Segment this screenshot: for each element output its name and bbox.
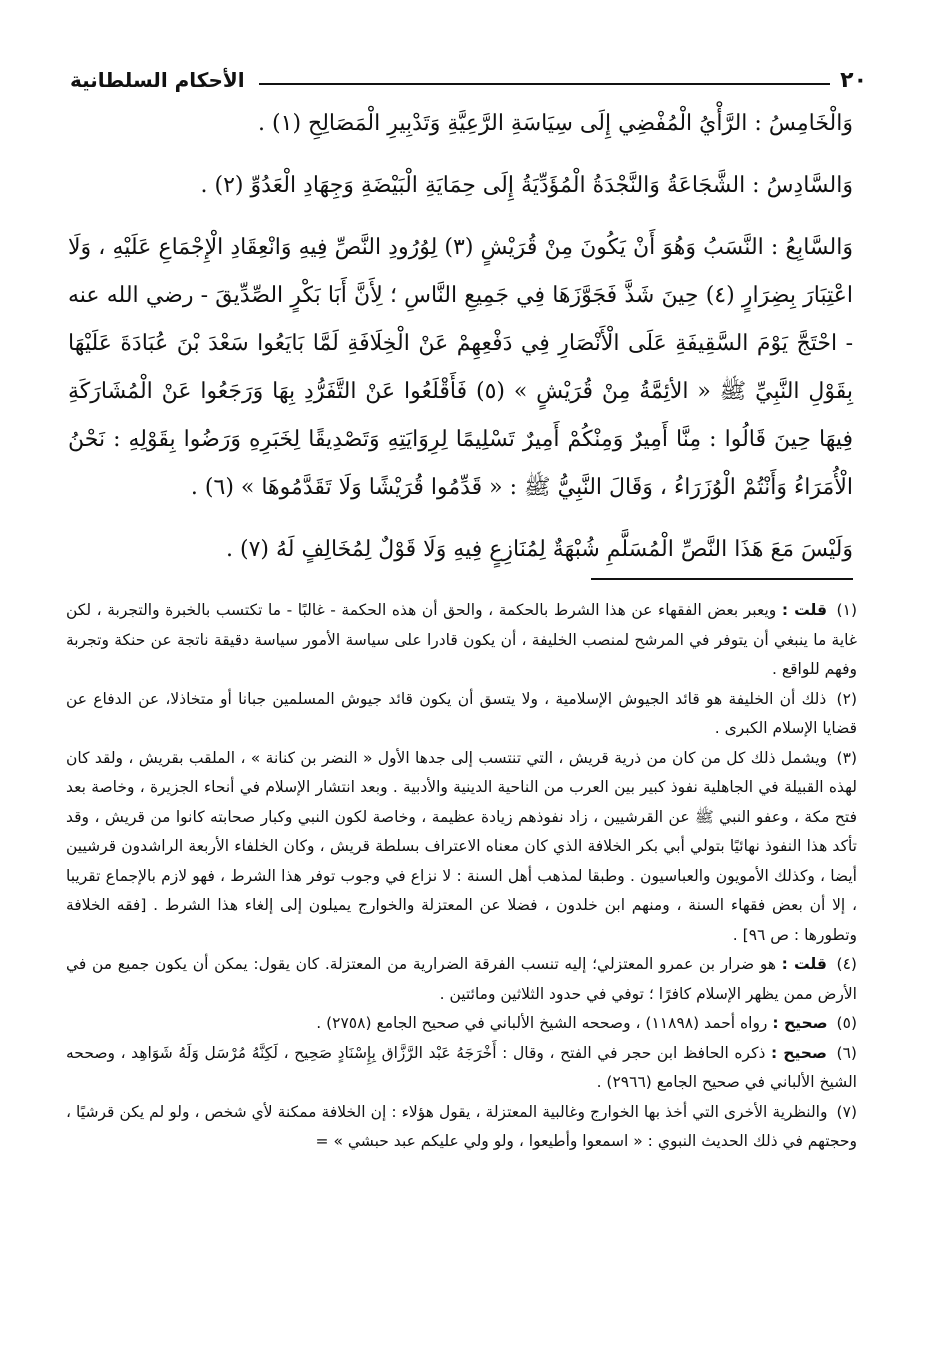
footnote-1 <box>66 596 857 685</box>
footnote-6 <box>66 1039 857 1098</box>
footnote-number: (٦) <box>836 1043 857 1062</box>
paragraph-fifth-condition: وَالْخَامِسُ : الرَّأْيُ الْمُفْضِي إِلَى سِيَاسَةِ الرَّعِيَّةِ وَتَدْبِيرِ الْمَصَالِحِ (١) . <box>258 111 853 136</box>
header-rule <box>259 83 831 85</box>
footnote-5 <box>66 1009 857 1039</box>
paragraph-seventh-condition: وَالسَّابِعُ : النَّسَبُ وَهُوَ أَنْ يَكُونَ مِنْ قُرَيْشٍ (٣) لِوُرُودِ النَّصِّ فِيهِ وَانْعِقَادِ الْإِجْمَاعِ عَلَيْهِ ، وَلَا اعْتِبَارَ بِضِرَارٍ (٤) حِينَ شَذَّ فَجَوَّزَهَا فِي جَمِيعِ النَّاسِ ؛ لِأَنَّ أَبَا بَكْرٍ الصِّدِّيقَ - رضي الله عنه - احْتَجَّ يَوْمَ السَّقِيفَةِ عَلَى الْأَنْصَارِ فِي دَفْعِهِمْ عَنْ الْخِلَافَةِ لَمَّا بَايَعُوا سَعْدَ بْنَ عُبَادَةَ عَلَيْهَا بِقَوْلِ النَّبِيِّ ﷺ « الأئِمَّةُ مِنْ قُرَيْشٍ » (٥) فَأَقْلَعُوا عَنْ التَّفَرُّدِ بِهَا وَرَجَعُوا عَنْ الْمُشَارَكَةِ فِيهَا حِينَ قَالُوا : مِنَّا أَمِيرٌ وَمِنْكُمْ أَمِيرٌ تَسْلِيمًا لِرِوَايَتِهِ وَتَصْدِيقًا لِخَبَرِهِ وَرَضُوا بِقَوْلِهِ : نَحْنُ الْأُمَرَاءُ وَأَنْتُمْ الْوُزَرَاءُ ، وَقَالَ النَّبِيُّ ﷺ : « قَدِّمُوا قُرَيْشًا وَلَا تَقَدَّمُوهَا » (٦) . <box>68 235 853 500</box>
footnote-text: ويشمل ذلك كل من كان من ذرية قريش ، التي تنتسب إلى جدها الأول « النضر بن كنانة » ، الملقب بقريش ، ولقد كان لهذه القبيلة في الجاهلية نفوذ كبير بين العرب من الناحية الدينية والأدبية . وبعد انتشار الإسلام في أنحاء الجزيرة ، وخاصة بعد فتح مكة ، وعفو النبي ﷺ عن القرشيين ، زاد نفوذهم زيادة عظيمة ، وخاصة لكون النبي وكبار صحابته كانوا من قريش ، وقد تأكد هذا النفوذ نهائيًا بتولي أبي بكر الخلافة الذي كان معناه الاعتراف بسلطة قريش ، وكان الخلفاء الأربعة الراشدون قرشيين أيضا ، وكذلك الأمويون والعباسيون . وطبقا لمذهب أهل السنة : لا نزاع في وجوب توفر هذا الشرط ، فهو لازم بالإجماع تقريبا ، إلا أن بعض فقهاء السنة ، ومنهم ابن خلدون ، فضلا عن المعتزلة والخوارج يميلون إلى إلغاء هذا الشرط . [فقه الخلافة وتطورها : ص ٩٦] . <box>66 748 857 944</box>
footnote-separator <box>591 578 853 580</box>
footnote-number: (٢) <box>836 689 857 708</box>
main-text <box>68 100 853 588</box>
footnote-number: (٣) <box>836 748 857 767</box>
footnote-number: (٥) <box>836 1014 857 1032</box>
footnote-lead: قلت : <box>781 955 827 973</box>
footnote-3 <box>66 744 857 951</box>
footnote-text: هو ضرار بن عمرو المعتزلي؛ إليه تنسب الفرقة الضرارية من المعتزلة. كان يقول: يمكن أن يكون جميع من في الأرض ممن يظهر الإسلام كافرًا ؛ توفي في حدود الثلاثين ومائتين . <box>66 955 857 1003</box>
footnote-lead: صحيح : <box>772 1014 828 1032</box>
footnote-4 <box>66 950 857 1009</box>
page-number: ٢٠ <box>840 67 867 93</box>
footnote-lead: قلت : <box>781 601 827 619</box>
footnote-text: والنظرية الأخرى التي أخذ بها الخوارج وغالبية المعتزلة ، يقول هؤلاء : إن الخلافة ممكنة لأي شخص ، ولو لم يكن قرشيًا ، وحجتهم في ذلك الحديث النبوي : « اسمعوا وأطيعوا ، ولو ولي عليكم عبد حبشي » = <box>66 1102 857 1150</box>
footnote-text: ذلك أن الخليفة هو قائد الجيوش الإسلامية ، ولا يتسق أن يكون قائد جيوش المسلمين جبانا أو متخاذلا، عن الدفاع عن قضايا الإسلام الكبرى . <box>66 689 857 737</box>
footnote-text: ذكره الحافظ ابن حجر في الفتح ، وقال : أَخْرَجَهُ عَبْد الرَّزَّاق بِإِسْنَادٍ صَحِيح ، لَكِنَّهُ مُرْسَل وَلَهُ شَوَاهِد ، وصححه الشيخ الألباني في صحيح الجامع (٢٩٦٦) . <box>66 1043 857 1091</box>
book-title: الأحكام السلطانية <box>70 68 245 92</box>
footnote-number: (٤) <box>836 955 857 973</box>
footnote-text: رواه أحمد (١١٨٩٨) ، وصححه الشيخ الألباني في صحيح الجامع (٢٧٥٨) . <box>316 1014 768 1032</box>
footnote-number: (١) <box>836 601 857 619</box>
paragraph-conclusion: وَلَيْسَ مَعَ هَذَا النَّصِّ الْمُسَلَّمِ شُبْهَةٌ لِمُنَازِعٍ فِيهِ وَلَا قَوْلٌ لِمُخَالِفٍ لَهُ (٧) . <box>226 537 853 562</box>
footnote-lead: صحيح : <box>771 1043 827 1062</box>
paragraph-sixth-condition: وَالسَّادِسُ : الشَّجَاعَةُ وَالنَّجْدَةُ الْمُؤَدِّيَةُ إِلَى حِمَايَةِ الْبَيْضَةِ وَجِهَادِ الْعَدُوِّ (٢) . <box>200 173 853 198</box>
footnote-2 <box>66 685 857 744</box>
page-header <box>70 60 867 100</box>
footnotes <box>66 596 857 1157</box>
footnote-text: ويعبر بعض الفقهاء عن هذا الشرط بالحكمة ، والحق أن هذه الحكمة - غالبًا - ما تكتسب بالخبرة والتجربة ، لكن غاية ما ينبغي أن يتوفر في المرشح لمنصب الخليفة ، أن يكون قادرا على سياسة الأمور سياسة دقيقة ناتجة عن حنكة وتجربة وفهم للواقع . <box>66 601 857 678</box>
footnote-number: (٧) <box>836 1102 857 1121</box>
footnote-7 <box>66 1098 857 1157</box>
